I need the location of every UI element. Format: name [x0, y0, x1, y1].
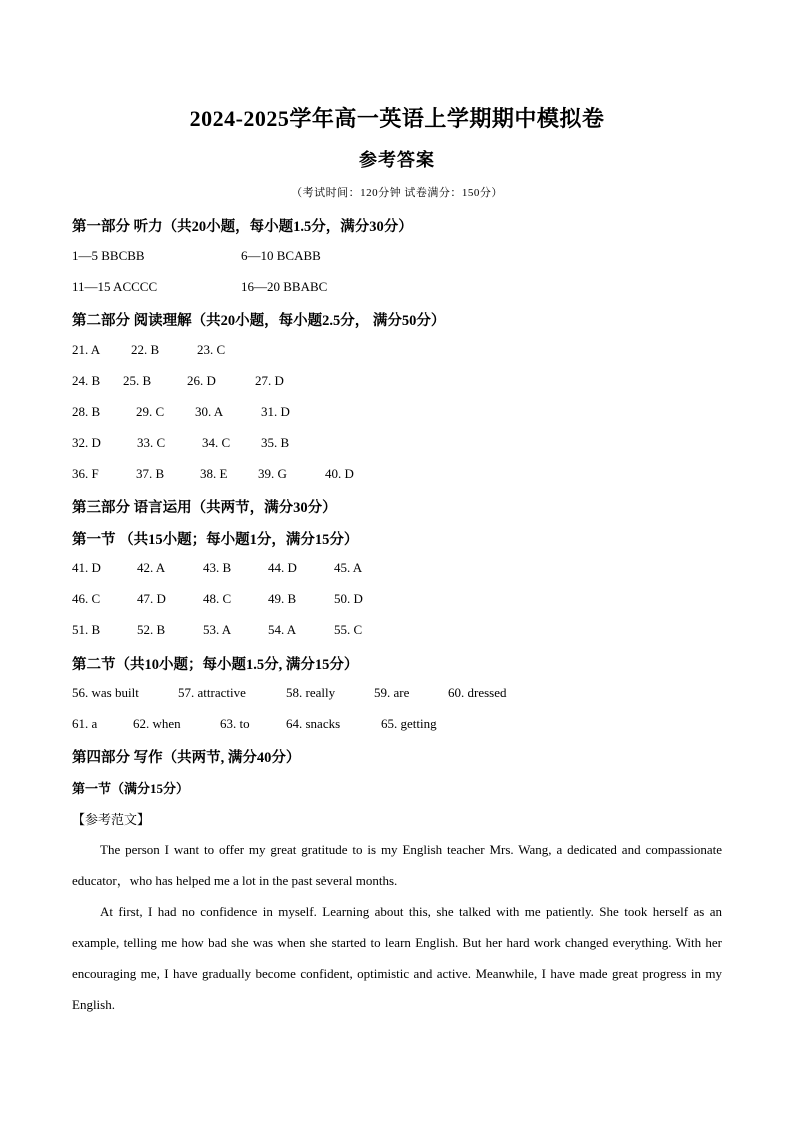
answer-cell: 42. A [137, 560, 166, 575]
answer-cell: 58. really [286, 685, 336, 700]
answer-cell: 57. attractive [178, 685, 246, 700]
answer-cell: 59. are [374, 685, 410, 700]
answer-cell: 64. snacks [286, 716, 341, 731]
answer-cell: 34. C [202, 435, 231, 450]
answer-cell: 26. D [187, 373, 216, 388]
part1-heading: 第一部分 听力（共20小题，每小题1.5分，满分30分） [72, 219, 413, 235]
page-title: 2024-2025学年高一英语上学期期中模拟卷 [189, 106, 605, 131]
answer-cell: 30. A [195, 404, 224, 419]
part4-heading: 第四部分 写作（共两节, 满分40分） [72, 750, 301, 766]
answer-cell: 43. B [203, 560, 232, 575]
exam-note: （考试时间：120分钟 试卷满分：150分） [291, 187, 503, 199]
paragraph-text: At first, I had no confidence in myself. Learning about this, she talked with me patiently. She took herself as an example, telling me how bad she was when she started to learn English. But her hard work changed everything. With her encouraging me, I have gradually become confident, optimistic and active. Meanwhile, I have made great progress in my English. [72, 904, 722, 1012]
sample-essay-paragraph [72, 834, 722, 896]
paragraph-text: The person I want to offer my great gratitude to is my English teacher Mrs. Wang, a dedicated and compassionate educator，who has helped me a lot in the past several months. [72, 842, 722, 888]
answer-cell: 48. C [203, 591, 232, 606]
part3-section2-heading: 第二节（共10小题；每小题1.5分, 满分15分） [72, 657, 359, 673]
part3-section1-heading: 第一节 （共15小题；每小题1分，满分15分） [72, 532, 359, 548]
answer-cell: 16—20 BBABC [241, 279, 328, 294]
sample-essay-paragraph [72, 896, 722, 1020]
answer-cell: 45. A [334, 560, 363, 575]
answer-cell: 33. C [137, 435, 166, 450]
answer-cell: 36. F [72, 466, 99, 481]
answer-cell: 46. C [72, 591, 101, 606]
answer-cell: 37. B [136, 466, 165, 481]
page-subtitle: 参考答案 [359, 150, 435, 170]
answer-cell: 6—10 BCABB [241, 248, 321, 263]
answer-cell: 44. D [268, 560, 297, 575]
answer-cell: 27. D [255, 373, 284, 388]
sample-essay-label: 【参考范文】 [72, 812, 151, 827]
answer-cell: 39. G [258, 466, 287, 481]
answer-cell: 31. D [261, 404, 290, 419]
answer-cell: 32. D [72, 435, 101, 450]
answer-cell: 61. a [72, 716, 98, 731]
answer-cell: 55. C [334, 622, 363, 637]
answer-cell: 24. B [72, 373, 101, 388]
part2-heading: 第二部分 阅读理解（共20小题，每小题2.5分， 满分50分） [72, 313, 446, 329]
answer-cell: 41. D [72, 560, 101, 575]
answer-cell: 29. C [136, 404, 165, 419]
answer-cell: 51. B [72, 622, 101, 637]
answer-cell: 47. D [137, 591, 166, 606]
answer-cell: 23. C [197, 342, 226, 357]
answer-cell: 52. B [137, 622, 166, 637]
part4-section1-heading: 第一节（满分15分） [72, 781, 190, 796]
answer-cell: 65. getting [381, 716, 437, 731]
answer-cell: 50. D [334, 591, 363, 606]
answer-cell: 22. B [131, 342, 160, 357]
part3-heading: 第三部分 语言运用（共两节，满分30分） [72, 500, 337, 516]
answer-cell: 38. E [200, 466, 228, 481]
answer-cell: 40. D [325, 466, 354, 481]
answer-cell: 35. B [261, 435, 290, 450]
answer-cell: 49. B [268, 591, 297, 606]
answer-cell: 25. B [123, 373, 152, 388]
answer-cell: 62. when [133, 716, 181, 731]
answer-cell: 53. A [203, 622, 232, 637]
answer-cell: 11—15 ACCCC [72, 279, 158, 294]
answer-cell: 28. B [72, 404, 101, 419]
answer-cell: 1—5 BBCBB [72, 248, 145, 263]
answer-cell: 56. was built [72, 685, 139, 700]
answer-cell: 63. to [220, 716, 250, 731]
answer-cell: 21. A [72, 342, 101, 357]
answer-cell: 54. A [268, 622, 297, 637]
answer-cell: 60. dressed [448, 685, 507, 700]
